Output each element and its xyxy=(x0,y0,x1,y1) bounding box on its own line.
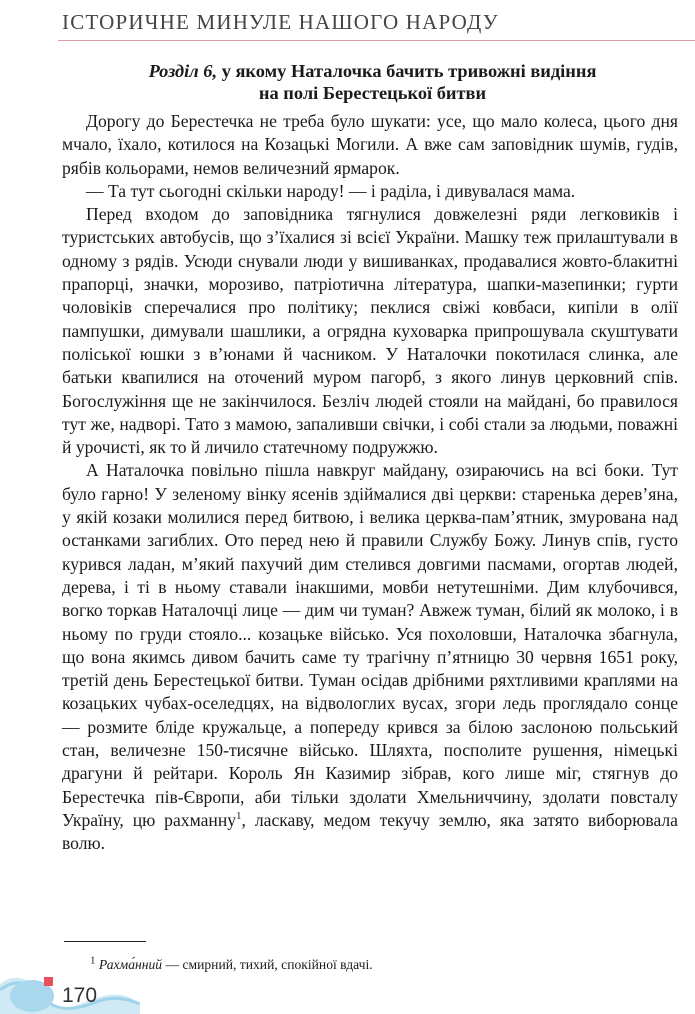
section-title xyxy=(62,60,683,104)
paragraph xyxy=(62,459,678,855)
paragraph-text-continued: , ласкаву, медом текучу землю, яка затято виборювала волю. xyxy=(62,809,678,854)
accent-square-icon xyxy=(44,977,53,986)
footnote-definition: — смирний, тихий, спокійної вдачі. xyxy=(162,957,373,972)
header-rule xyxy=(58,40,695,41)
section-title-line2: на полі Берестецької битви xyxy=(258,83,487,103)
footnote-mark: 1 xyxy=(90,954,96,967)
footnote-term: Рахма́нний xyxy=(98,957,163,972)
body-text xyxy=(62,110,678,856)
paragraph: Перед входом до заповідника тягнулися довжелезні ряди легковиків і туристських автобусів, що з’їхалися зі всієї України. Машку теж прилаштували в одному з рядів. Усюди снували люди у вишиванках, продавалися жовто-блакитні прапорці, значки, морозиво, патріотична література, шапки-мазепинки; гурти чоловіків сперечалися про політику; пеклися свіжі ковбаси, кипіли в олії пампушки, димували шашлики, а огрядна куховарка припрошувала скуштувати поліської юшки з в’юнами й часником. У Наталочки покотилася слинка, але батьки квапилися на оточений муром пагорб, з якого линув церковний спів. Богослужіння ще не закінчилося. Безліч людей стояли на майдані, бо правилося тут же, надворі. Тато з мамою, запаливши свічки, і собі стали за людьми, поважні й урочисті, як то й личило статечному подружжю. xyxy=(62,204,678,458)
footnote-rule xyxy=(64,941,146,942)
footnote-reference: 1 xyxy=(236,810,242,823)
section-title-line1: у якому Наталочка бачить тривожні видіння xyxy=(221,61,597,81)
section-number: Розділ 6, xyxy=(148,61,218,81)
page-number: 170 xyxy=(62,984,98,1007)
paragraph: — Та тут сьогодні скільки народу! — і раділа, і дивувалася мама. xyxy=(86,180,576,201)
running-head: ІСТОРИЧНЕ МИНУЛЕ НАШОГО НАРОДУ xyxy=(62,10,499,34)
paragraph: Дорогу до Берестечка не треба було шукати: усе, що мало колеса, цього дня мчало, їхало, котилося на Козацькі Могили. А вже сам заповідник шумів, гудів, рябів кольорами, немов величезний ярмарок. xyxy=(62,111,678,178)
paragraph-text: А Наталочка повільно пішла навкруг майдану, озираючись на всі боки. Тут було гарно! У зеленому вінку ясенів здіймалися дві церкви: старенька дерев’яна, у якій козаки молилися перед битвою, і велика церква-пам’ятник, змурована над останками загиблих. Ото перед нею й правили Службу Божу. Линув спів, густо курився ладан, м’який пахучий дим стелився довгими пасмами, огортав людей, дерева, і ті в ньому ставали інакшими, мовби нетутешніми. Дим клубочився, вогко торкав Наталочці лице — дим чи туман? Авжеж туман, білий як молоко, і в ньому по груди стояло... козацьке військо. Уся похоловши, Наталочка збагнула, що вона якимсь дивом бачить саме ту трагічну п’ятницю 30 червня 1651 року, третій день Берестецької битви. Туман осідав дрібними ряхтливими краплями на козацьких чубах-оселедцях, на відвологлих вусах, згори ледь проглядало сонце — розмите бліде кружальце, а попереду крився за білою заслоною польський стан, величезне 150-тисячне військо. Шляхта, посполите рушення, німецькі драгуни й рейтари. Король Ян Казимир зібрав, кого лише міг, стягнув до Берестечка пів-Європи, аби тільки здолати Хмельниччину, здолати повсталу Україну, цю рахманну xyxy=(62,460,678,830)
